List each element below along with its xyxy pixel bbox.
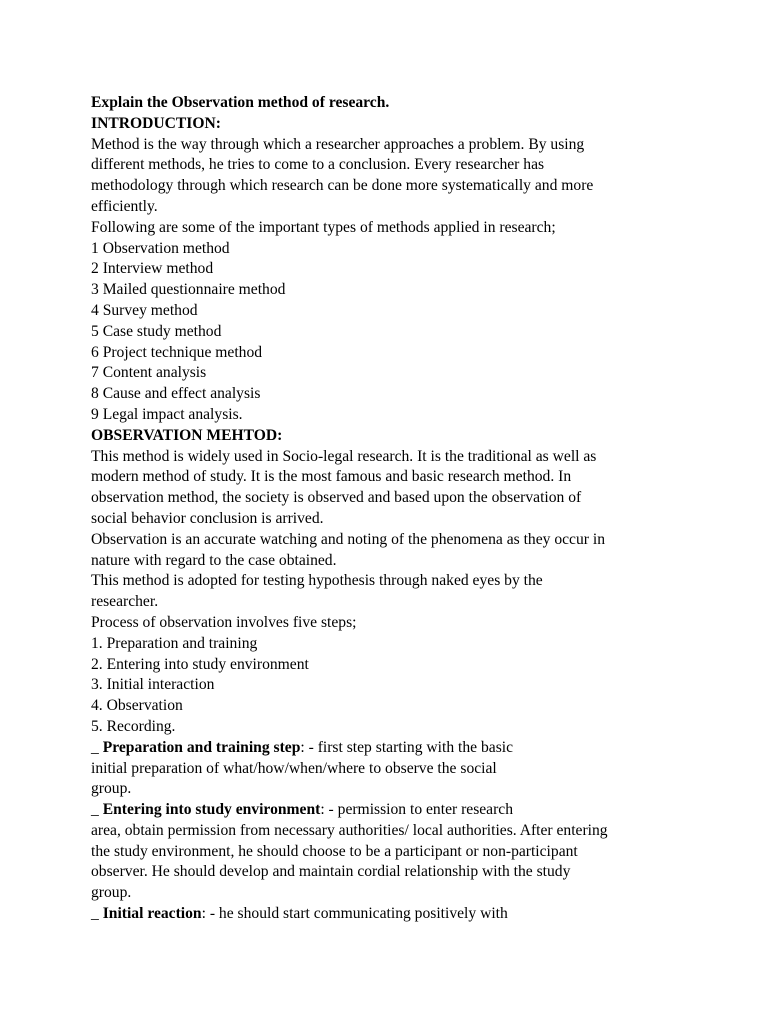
step-detail-title: Entering into study environment [102,801,321,819]
intro-heading: INTRODUCTION: [91,114,221,132]
method-list-item: 9 Legal impact analysis. [91,405,243,423]
step-detail-text: : - he should start communicating positively with [201,905,508,923]
observation-line: modern method of study. It is the most famous and basic research method. In [91,468,572,486]
step-detail-continuation: area, obtain permission from necessary authorities/ local authorities. After entering [91,821,608,839]
step-list-item: 5. Recording. [91,717,176,735]
step-detail-continuation: the study environment, he should choose to be a participant or non-participant [91,842,578,860]
step-detail-initial-reaction [91,904,691,925]
step-detail-entering [91,800,691,821]
method-list-item: 5 Case study method [91,322,222,340]
intro-line: efficiently. [91,197,158,215]
observation-line: Observation is an accurate watching and noting of the phenomena as they occur in [91,530,605,548]
step-list-item: 1. Preparation and training [91,634,258,652]
method-list-item: 6 Project technique method [91,343,263,361]
step-detail-preparation [91,738,691,759]
step-detail-continuation: group. [91,780,132,798]
observation-line: Process of observation involves five steps; [91,613,357,631]
step-detail-prefix: _ [91,905,103,923]
step-detail-continuation: observer. He should develop and maintain cordial relationship with the study [91,863,571,881]
method-list-item: 1 Observation method [91,239,230,257]
intro-line: methodology through which research can be done more systematically and more [91,177,594,195]
observation-line: researcher. [91,593,159,611]
intro-line: Method is the way through which a researcher approaches a problem. By using [91,135,585,153]
document-title: Explain the Observation method of research. [91,94,390,111]
step-list-item: 3. Initial interaction [91,676,215,694]
step-list-item: 2. Entering into study environment [91,655,309,673]
observation-line: This method is adopted for testing hypothesis through naked eyes by the [91,572,543,590]
observation-line: observation method, the society is observed and based upon the observation of [91,489,582,507]
step-detail-prefix: _ [91,801,103,819]
intro-line: different methods, he tries to come to a conclusion. Every researcher has [91,156,545,174]
method-list-item: 3 Mailed questionnaire method [91,281,286,299]
observation-heading: OBSERVATION MEHTOD: [91,426,283,444]
step-detail-prefix: _ [91,738,103,756]
document-page [91,93,691,925]
intro-line: Following are some of the important types of methods applied in research; [91,218,556,236]
step-list-item: 4. Observation [91,697,183,715]
step-detail-title: Preparation and training step [102,738,301,756]
observation-line: nature with regard to the case obtained. [91,551,337,569]
observation-line: This method is widely used in Socio-legal research. It is the traditional as well as [91,447,597,465]
step-detail-continuation: initial preparation of what/how/when/where to observe the social [91,759,497,777]
method-list-item: 8 Cause and effect analysis [91,385,261,403]
step-detail-title: Initial reaction [102,905,202,923]
method-list-item: 7 Content analysis [91,364,207,382]
observation-line: social behavior conclusion is arrived. [91,509,324,527]
step-detail-text: : - first step starting with the basic [300,738,514,756]
method-list-item: 2 Interview method [91,260,214,278]
step-detail-continuation: group. [91,884,132,902]
method-list-item: 4 Survey method [91,301,198,319]
step-detail-text: : - permission to enter research [320,801,514,819]
